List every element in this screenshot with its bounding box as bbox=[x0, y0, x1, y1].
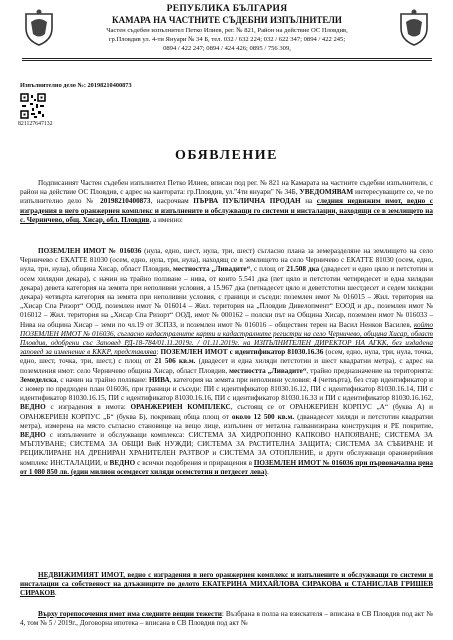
text-run: , състоящ се от ОРАНЖЕРИЕН КОРПУС „А“ (буква А) и ОРАНЖЕРИЕН КОРПУС „Б“ (буква Б), покриващ обща площ от bbox=[20, 403, 433, 421]
header-title: РЕПУБЛИКА БЪЛГАРИЯ bbox=[166, 4, 288, 14]
text-run: , а именно: bbox=[149, 215, 183, 224]
coat-of-arms-icon bbox=[22, 8, 56, 46]
text-run: 21 506 кв.м. bbox=[154, 357, 196, 366]
header-phone-line: 0894 / 422 247; 0894 / 424 426; 0895 / 756 309, bbox=[163, 45, 291, 52]
text-run: с изградения в имота: bbox=[45, 403, 131, 412]
text-run: на bbox=[300, 197, 317, 206]
text-run: , категория на земята при неполивни условия: bbox=[169, 375, 313, 384]
text-run: 20198210400873 bbox=[100, 197, 151, 206]
header-chamber: КАМАРА НА ЧАСТНИТЕ СЪДЕБНИ ИЗПЪЛНИТЕЛИ bbox=[112, 15, 342, 25]
text-run: (дванадесет хиляди и петстотин квадратни метра), измерена на място съгласно становище на вещо лице, изпълнен от метална галванизирана конструкция и PE покритие, bbox=[20, 412, 433, 430]
header-address-line: гр.Пловдив ул. 4-ти Януари № 34 Б, тел. 032 / 632 224; 032 / 622 347; 0894 / 422 245; bbox=[108, 36, 346, 43]
text-run: НИВА bbox=[148, 375, 170, 384]
text-run: НЕДВИЖИМИЯТ ИМОТ, ведно с изградения в него оранжериен комплекс и изпълнените и обслужващи го системи и инсталации са собственост на длъжниците по делото ЕКАТЕРИНА МИХАЙЛОВА СИРАКОВА и СТАНИСЛАВ ГРИШЕВ СИРАКОВ bbox=[20, 571, 433, 598]
text-run: с изпълнените и обслужващи комплекса: СИСТЕМА ЗА ХИДРОПОННО КАПКОВО НАПОЯВАНЕ; СИСТЕМА ЗА МЪГЛУВАНЕ; СИСТЕМА ЗА ОБЩИ ВиК НУЖДИ; СИСТЕМА ЗА РАСТИТЕЛНА ЗАЩИТА; СИСТЕМА ЗА СЪБИРАНЕ И РЕЦИКЛИРАНЕ НА ДРЕНИРАН ХРАНИТЕЛЕН РАЗТВОР и СИСТЕМА ЗА ОТОПЛЕНИЕ, и други обслужващи оранжерийния комплекс ИНСТАЛАЦИИ, и bbox=[20, 431, 433, 467]
text-run: 4 bbox=[312, 375, 317, 384]
text-run: ПОЗЕМЛЕН ИМОТ № 016036 при първоначална цена от 1 080 850 лв. (един милион осемдесет хиляди осемстотин и петдесет лева) bbox=[20, 458, 433, 476]
text-run: местността „Ливадите“ bbox=[173, 265, 251, 274]
text-run: (двадесет и едно цяло и петстотин и осем хилядни декара), с начин на трайно ползване – нива, от които 5.541 дка (пет цяло и петстотин четиридесет и една хилядни декара) девета категория на земята при неполивни условия, а 15.967 дка (петнадесет цяло и деветстотин шестдесет и седем хилядни декара) четвърта категория на земята при неполивни условия, с граници и съседи: поземлен имот № 016015 – Жил. територия на „Хисар Спа Ризорт“ ООД, поземлен имот № 016014 – Жил. територия на „Пловдив Дивелопмент“ ЕООД и др., поземлен имот № 016012 – Жил. територия на „Хисар Спа Ризорт“ ООД, имот № 000162 – полски път на Община Хисар, поземлен имот № 016033 – Нива на община Хисар – земи по чл.19 от ЗСПЗЗ, и поземлен имот № 016016 – обществен терен на Васил Ненков Василев, bbox=[20, 265, 434, 329]
qr-code-icon bbox=[20, 93, 46, 119]
text-run: , трайно предназначение на територията: bbox=[306, 366, 433, 375]
property-paragraph bbox=[20, 247, 433, 477]
text-run: , с площ от bbox=[250, 265, 287, 274]
text-run: интересуващите се, че по изпълнително дело № bbox=[20, 188, 434, 206]
text-run: местността „Ливадите“ bbox=[229, 366, 307, 375]
text-run: 21.508 дка bbox=[286, 265, 320, 274]
text-run: (четвърта), без стар идентификатор и с номер по предходен план 016036, при граници и съседи: ПИ с идентификатор 81030.16.12, ПИ с идентификатор 81030.16.14, ПИ с идентификатор 81030.16.15, ПИ с идентификатор 81030.16.16, ПИ с идентификатор 81030.16.33 и ПИ с идентификатор 81030.16.162, bbox=[20, 375, 433, 403]
text-run: (двадесет и една хиляди петстотин и шест квадратни метра), с адрес на поземления имот: село Черничево община Хисар, област Пловдив, bbox=[20, 357, 433, 375]
text-run: около 12 500 кв.м. bbox=[231, 412, 295, 421]
text-run: ВЕДНО bbox=[20, 403, 46, 412]
text-run: Земеделска bbox=[20, 375, 57, 384]
encumbrances-paragraph bbox=[20, 610, 433, 628]
intro-paragraph bbox=[20, 179, 433, 225]
header-divider bbox=[22, 60, 432, 61]
text-run: ПЪРВА ПУБЛИЧНА ПРОДАН bbox=[193, 197, 301, 206]
header-divider bbox=[22, 58, 432, 59]
text-run: (нула, едно, шест, нула, три, шест) съгласно плана за земеразделяне на землището на село Черничево с ЕКАТТЕ 81030 (осем, едно, нула, три, нула), находящ се в землището на село Черничево с ЕКАТТЕ 81030 (осем, едно, нула, три, нула), община Хисар, област Пловдив, bbox=[20, 247, 433, 274]
text-run: Подписаният Частен съдебен изпълнител Петко Илиев, вписан под рег. № 821 на Камарата на частните съдебни изпълнители, с район на действие ОС Пловдив, с адрес на кантората: гр.Пловдив, ул."4ти януари" № 34Б, bbox=[20, 179, 433, 197]
text-run: УВЕДОМЯВАМ bbox=[299, 188, 354, 197]
header-address-line: Частен съдебен изпълнител Петко Илиев, рег. № 821, Район на действие ОС Пловдив, bbox=[106, 27, 348, 34]
text-run: , с начин на трайно ползване: bbox=[56, 375, 149, 384]
text-run: ОРАНЖЕРИЕН КОМПЛЕКС bbox=[130, 403, 231, 412]
text-run: следния недвижим имот, ведно с изградения в него оранжериен комплекс и изпълнените и обслужващи го системи и инсталации, находящи се в землището на с. Черничево, общ. Хисар, обл. Пловдив bbox=[20, 197, 433, 224]
text-run: който ПОЗЕМЛЕН ИМОТ № 016036, съгласно кадастралните карти и кадастралните регистри на село Черничево, община Хисар, област Пловдив, одобрени със Заповед РД-18-784/01.11.2019г. / 01.11.2019г. на ИЗПЪЛНИТЕЛЕН ДИРЕКТОР НА АГКК, без издадена заповед за изменение в КККР, представлява bbox=[20, 320, 433, 357]
text-run: ПОЗЕМЛЕН ИМОТ № 016036 bbox=[38, 247, 142, 255]
text-run: . bbox=[266, 467, 269, 476]
ownership-paragraph bbox=[20, 571, 433, 599]
text-run: : bbox=[156, 348, 161, 357]
text-run: (осем, едно, нула, три, нула, точка, едно, шест, точка, три, шест,) с площ от bbox=[20, 348, 433, 366]
text-run: . bbox=[54, 589, 57, 598]
barcode-number: 821127647132 bbox=[18, 121, 53, 127]
document-title: ОБЯВЛЕНИЕ bbox=[175, 148, 278, 163]
text-run: Върху горепосочения имот има следните вещни тежести bbox=[38, 610, 222, 618]
case-number: Изпълнително дело №: 20198210400873 bbox=[20, 82, 132, 89]
text-run: : Възбрана в полза на взискателя – вписана в СВ Пловдив под акт № 4, том № 5 / 2019г., Договорна ипотека – вписана в СВ Пловдив под акт № bbox=[20, 610, 433, 628]
text-run: ВЕДНО bbox=[109, 458, 136, 467]
text-run: , насрочвам bbox=[150, 197, 194, 206]
text-run: ВЕДНО bbox=[20, 431, 46, 440]
text-run: с всички подобрения и приращения в bbox=[135, 458, 254, 467]
text-run: ПОЗЕМЛЕН ИМОТ с идентификатор 81030.16.36 bbox=[160, 348, 324, 357]
coat-of-arms-icon bbox=[397, 8, 431, 46]
